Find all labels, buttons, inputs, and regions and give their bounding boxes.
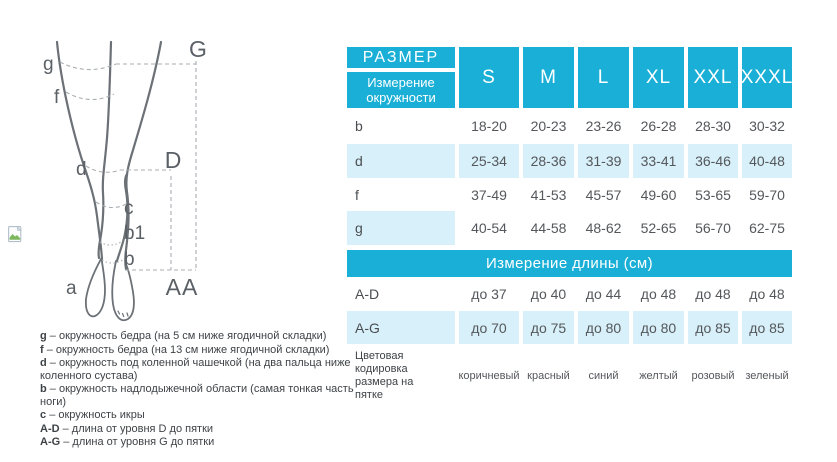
table-cell: 45-57 [585, 186, 622, 203]
b-circumference-line [102, 260, 123, 263]
diagram-label-f: f [54, 87, 60, 108]
table-cell: до 44 [585, 286, 622, 302]
heel-color-cell: коричневый [458, 370, 520, 382]
table-cell: 41-53 [530, 186, 567, 203]
header-size-l: L [578, 47, 629, 108]
table-cell: 37-49 [471, 186, 507, 203]
header-size-xxxl: XXXL [742, 47, 792, 108]
table-cell: 52-65 [640, 220, 677, 236]
diagram-label-g: g [43, 54, 54, 75]
table-row-color-coding [347, 344, 792, 408]
legend-item-b: b – окружность надлодыжечной области (самая тонкая часть ноги) [40, 383, 354, 408]
table-cell: 40-48 [742, 144, 792, 178]
table-cell: до 75 [523, 311, 574, 344]
diagram-label-G: G [189, 36, 207, 62]
table-cell: 44-58 [530, 220, 567, 236]
legend-item-g: g – окружность бедра (на 5 см ниже ягодичной складки) [40, 330, 327, 342]
row-label: A-D [355, 286, 380, 302]
legend-item-d: d – окружность под коленной чашечкой (на два пальца ниже коленного сустава) [40, 357, 351, 382]
measurement-legend [40, 330, 355, 450]
row-label: Цветовая кодировка размера на пятке [355, 350, 414, 401]
broken-image-icon [8, 226, 22, 243]
heel-color-cell: розовый [691, 370, 735, 382]
table-cell: до 70 [459, 311, 519, 344]
header-size-m: M [523, 47, 574, 108]
table-cell: 59-70 [749, 186, 785, 203]
table-cell: до 48 [749, 286, 785, 302]
table-cell: 23-26 [585, 118, 622, 134]
table-cell: 40-54 [471, 220, 507, 236]
table-cell: до 80 [578, 311, 629, 344]
header-size-xxl: XXL [688, 47, 738, 108]
c-circumference-line [96, 202, 126, 208]
table-row-ag [347, 311, 792, 344]
diagram-label-c: c [124, 198, 134, 219]
heel-color-cell: красный [527, 370, 570, 382]
table-row-b [347, 108, 792, 144]
heel-color-cell: синий [588, 370, 619, 382]
table-cell: 28-30 [695, 118, 731, 134]
row-label: d [347, 144, 455, 178]
table-cell: до 40 [530, 286, 567, 302]
legend-item-ad: A-D – длина от уровня D до пятки [40, 422, 214, 435]
f-circumference-line [66, 92, 114, 100]
table-cell: 28-36 [523, 144, 574, 178]
table-cell: до 37 [471, 286, 507, 302]
table-cell: 20-23 [530, 118, 567, 134]
table-cell: до 85 [742, 311, 792, 344]
row-label: b [355, 118, 363, 134]
legend-item-f: f – окружность бедра (на 13 см ниже ягодичной складки) [40, 343, 330, 356]
table-cell: 26-28 [640, 118, 677, 134]
header-size-s: S [459, 47, 519, 108]
table-row-g [347, 211, 792, 245]
table-row-f [347, 178, 792, 211]
row-label: g [347, 211, 455, 245]
table-cell: 56-70 [695, 220, 731, 236]
diagram-label-a: a [66, 278, 77, 299]
table-row-ad [347, 277, 792, 311]
table-row-d [347, 144, 792, 178]
table-cell: 30-32 [749, 118, 785, 134]
table-cell: 62-75 [749, 220, 785, 236]
legend-item-ag: A-G – длина от уровня G до пятки [40, 436, 215, 448]
table-cell: 31-39 [578, 144, 629, 178]
diagram-label-D: D [164, 147, 182, 173]
leg-measurement-diagram [30, 28, 230, 328]
table-cell: 18-20 [471, 118, 507, 134]
diagram-label-b1: b1 [124, 223, 146, 244]
table-cell: до 48 [695, 286, 731, 302]
table-cell: 36-46 [688, 144, 738, 178]
table-cell: до 48 [640, 286, 677, 302]
heel-color-cell: желтый [639, 370, 678, 382]
header-label-cell [347, 47, 455, 108]
diagram-label-d: d [76, 159, 87, 180]
table-cell: 53-65 [695, 186, 731, 203]
header-size-xl: XL [633, 47, 684, 108]
table-cell: 48-62 [585, 220, 622, 236]
table-cell: до 85 [688, 311, 738, 344]
header-title: РАЗМЕР [347, 47, 455, 72]
diagram-label-b: b [124, 249, 135, 270]
size-table [347, 47, 792, 408]
heel-color-cell: зеленый [745, 370, 789, 382]
table-cell: 25-34 [459, 144, 519, 178]
legend-item-c: c – окружность икры [40, 409, 145, 421]
g-circumference-line [60, 62, 116, 70]
diagram-label-A: AA [165, 274, 199, 300]
table-cell: 49-60 [640, 186, 677, 203]
row-label: f [355, 186, 359, 203]
table-header-row [347, 47, 792, 108]
table-cell: до 80 [633, 311, 684, 344]
length-section-banner: Измерение длины (см) [347, 250, 792, 277]
table-cell: 33-41 [633, 144, 684, 178]
header-subtitle: Измерение окружности [366, 75, 436, 105]
b1-circumference-line [100, 242, 121, 245]
row-label: A-G [347, 311, 455, 344]
